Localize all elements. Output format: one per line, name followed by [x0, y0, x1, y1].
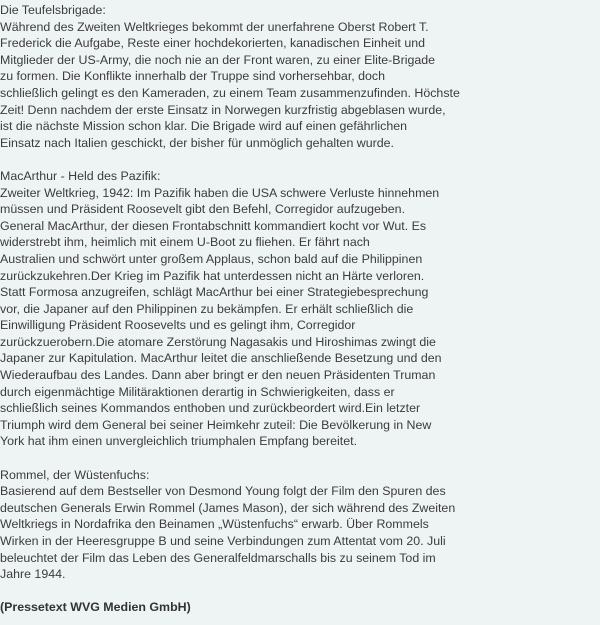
paragraph-line: zurückzukehren.Der Krieg im Pazifik hat unterdessen nicht an Härte verloren.	[0, 268, 425, 283]
section-rommel	[0, 467, 594, 583]
section-heading: Die Teufelsbrigade:	[0, 3, 106, 17]
paragraph-line: Zeit! Denn nachdem der erste Einsatz in Norwegen kurzfristig abgeblasen wurde,	[0, 102, 446, 117]
paragraph-line: beleuchtet der Film das Leben des Generalfeldmarschalls bis zu seinem Tod im	[0, 550, 436, 565]
paragraph-line: York hat ihm einen unvergleichlich triumphalen Empfang bereitet.	[0, 434, 358, 449]
paragraph-line: Wirken in der Heeresgruppe B und seine Verbindungen zum Attentat vom 20. Juli	[0, 534, 446, 548]
paragraph-line: ist die nächste Mission schon klar. Die Brigade wird auf einen gefährlichen	[0, 119, 408, 134]
paragraph-line: Australien und schwört unter großem Applaus, schon bald auf die Philippinen	[0, 251, 423, 266]
section-heading: Rommel, der Wüstenfuchs:	[0, 467, 150, 482]
paragraph-line: Einsatz nach Italien geschickt, der bisher für unmöglich gehalten wurde.	[0, 135, 394, 150]
paragraph-line: General MacArthur, der diesen Frontabschnitt kommandiert kocht vor Wut. Es	[0, 218, 427, 233]
section-teufelsbrigade	[0, 2, 594, 151]
paragraph-line: Einwilligung Präsident Roosevelts und es gelingt ihm, Corregidor	[0, 318, 356, 333]
paragraph-line: schließlich seines Kommandos enthoben und zurückbeordert wird.Ein letzter	[0, 401, 421, 416]
paragraph-line: Statt Formosa anzugreifen, schlägt MacArthur bei einer Strategiebesprechung	[0, 285, 429, 300]
paragraph-line: zurückzuerobern.Die atomare Zerstörung Nagasakis und Hiroshimas zwingt die	[0, 334, 436, 349]
paragraph-line: Basierend auf dem Bestseller von Desmond Young folgt der Film den Spuren des	[0, 484, 446, 499]
press-credit: (Pressetext WVG Medien GmbH)	[0, 600, 191, 615]
paragraph-line: vor, die Japaner auf den Philippinen zu bekämpfen. Er erhält schließlich die	[0, 301, 414, 316]
paragraph-line: Zweiter Weltkrieg, 1942: Im Pazifik haben die USA schwere Verluste hinnehmen	[0, 185, 440, 200]
paragraph-line: zu formen. Die Konflikte innerhalb der Truppe sind vorhersehbar, doch	[0, 69, 386, 84]
section-heading: MacArthur - Held des Pazifik:	[0, 168, 161, 183]
paragraph-line: Jahre 1944.	[0, 567, 66, 582]
section-macarthur	[0, 168, 594, 450]
paragraph-line: müssen und Präsident Roosevelt gibt den Befehl, Corregidor aufzugeben.	[0, 202, 406, 217]
paragraph-line: Mitglieder der US-Army, die noch nie an der Front waren, zu einer Elite-Brigade	[0, 52, 436, 67]
paragraph-line: durch eigenmächtige Militäraktionen derartig in Schwierigkeiten, dass er	[0, 384, 395, 399]
paragraph-line: widerstrebt ihm, heimlich mit einem U-Boot zu fliehen. Er fährt nach	[0, 235, 370, 250]
paragraph-line: Japaner zur Kapitulation. MacArthur leitet die anschließende Besetzung und den	[0, 351, 442, 366]
paragraph-line: Weltkriegs in Nordafrika den Beinamen „Wüstenfuchs“ erwarb. Über Rommels	[0, 517, 429, 532]
paragraph-line: Während des Zweiten Weltkrieges bekommt der unerfahrene Oberst Robert T.	[0, 19, 429, 34]
paragraph-line: Frederick die Aufgabe, Reste einer hochdekorierten, kanadischen Einheit und	[0, 36, 425, 51]
paragraph-line: Wiederaufbau des Landes. Dann aber bringt er den neuen Präsidenten Truman	[0, 368, 436, 383]
paragraph-line: schließlich gelingt es den Kameraden, zu einem Team zusammenzufinden. Höchste	[0, 85, 460, 100]
paragraph-line: Triumph wird dem General bei seiner Heimkehr zuteil: Die Bevölkerung in New	[0, 417, 432, 432]
paragraph-line: deutschen Generals Erwin Rommel (James Mason), der sich während des Zweiten	[0, 500, 456, 515]
